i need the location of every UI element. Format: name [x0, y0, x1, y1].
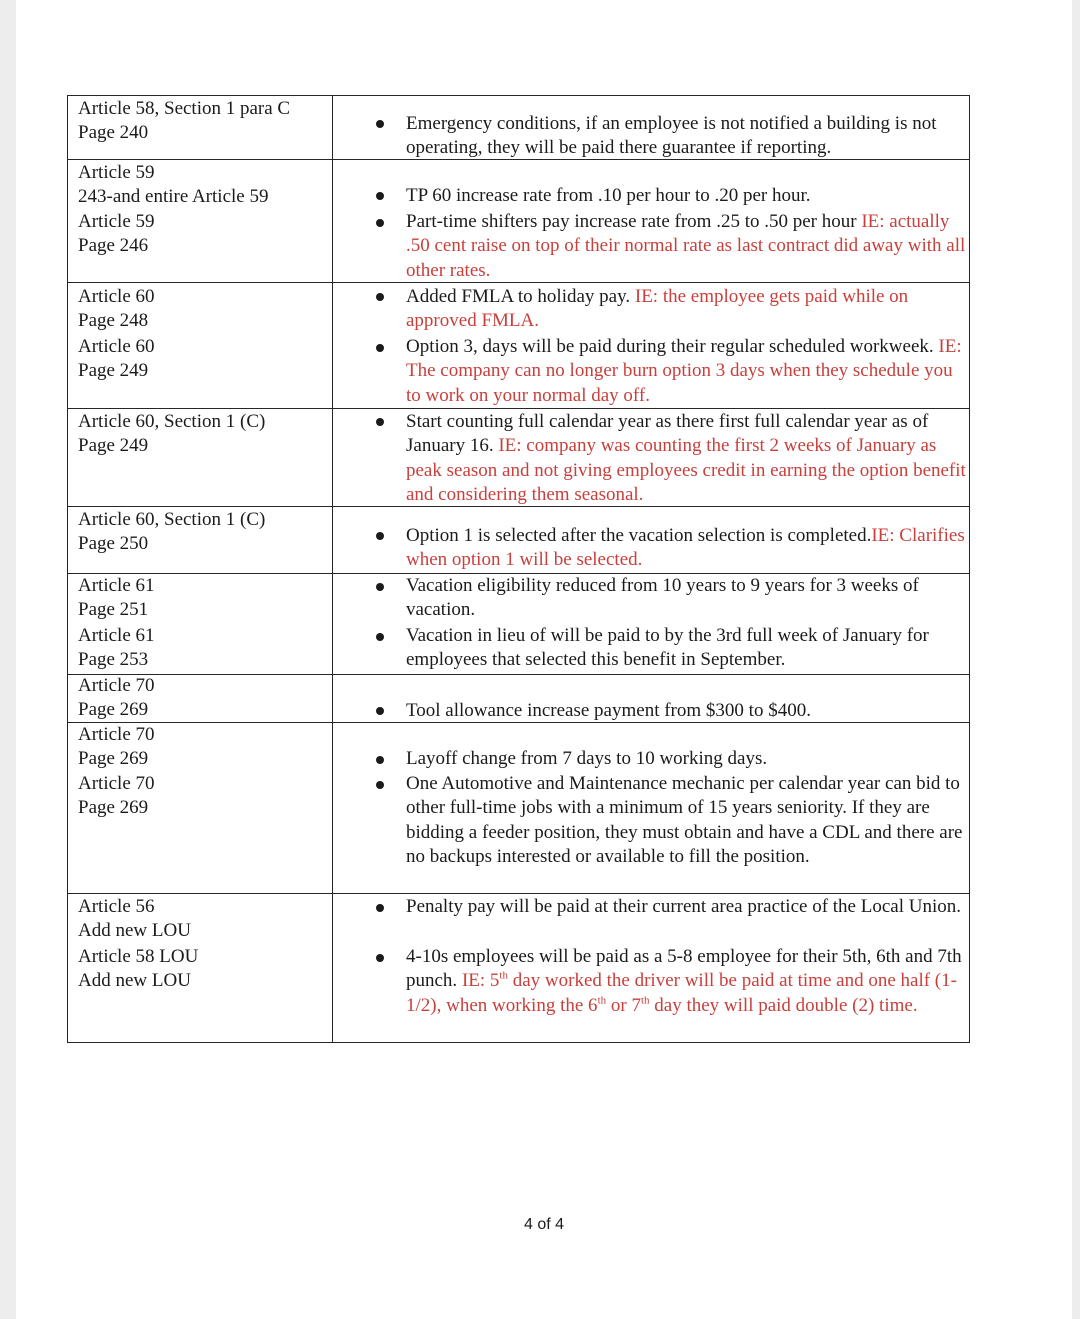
document-page	[16, 0, 1072, 1319]
article-reference: Article 59 Page 246	[78, 211, 155, 257]
change-description: TP 60 increase rate from .10 per hour to .20 per hour.	[406, 185, 811, 206]
bullet-icon	[376, 293, 384, 301]
bullet-icon	[376, 904, 384, 912]
bullet-icon	[376, 583, 384, 591]
bullet-icon	[376, 707, 384, 715]
article-reference: Article 60, Section 1 (C) Page 249	[78, 411, 266, 457]
change-description: One Automotive and Maintenance mechanic per calendar year can bid to other full-time jobs with a minimum of 15 years seniority. If they are bidding a feeder position, they must obtain and have a CDL and there are no backups interested or available to fill the position.	[406, 773, 963, 868]
table-border-middle	[332, 95, 333, 1043]
bullet-icon	[376, 781, 384, 789]
row-divider	[67, 1042, 969, 1043]
change-description: Vacation eligibility reduced from 10 years to 9 years for 3 weeks of vacation.	[406, 575, 919, 621]
article-reference: Article 56 Add new LOU	[78, 896, 191, 942]
row-divider	[67, 893, 969, 894]
change-description: Start counting full calendar year as there first full calendar year as of January 16. IE: company was counting the first 2 weeks of January as peak season and not giving employees credit in earning the option benefit and considering them seasonal.	[406, 411, 966, 506]
change-description: Penalty pay will be paid at their current area practice of the Local Union.	[406, 896, 961, 917]
bullet-icon	[376, 344, 384, 352]
row-divider	[67, 674, 969, 675]
bullet-icon	[376, 756, 384, 764]
article-reference: Article 70 Page 269	[78, 773, 155, 819]
article-reference: Article 60, Section 1 (C) Page 250	[78, 509, 266, 555]
article-reference: Article 61 Page 251	[78, 575, 155, 621]
bullet-icon	[376, 219, 384, 227]
bullet-icon	[376, 532, 384, 540]
table-border-left	[67, 95, 68, 1043]
article-reference: Article 70 Page 269	[78, 724, 155, 770]
change-description: Option 1 is selected after the vacation selection is completed.IE: Clarifies when option 1 will be selected.	[406, 525, 965, 571]
page-number: 4 of 4	[523, 1216, 565, 1233]
row-divider	[67, 95, 969, 96]
article-reference: Article 60 Page 249	[78, 336, 155, 382]
change-table	[67, 95, 969, 1043]
bullet-icon	[376, 192, 384, 200]
change-description: Added FMLA to holiday pay. IE: the employee gets paid while on approved FMLA.	[406, 286, 909, 332]
bullet-icon	[376, 120, 384, 128]
bullet-icon	[376, 954, 384, 962]
bullet-icon	[376, 418, 384, 426]
change-description: Layoff change from 7 days to 10 working days.	[406, 748, 768, 769]
change-description: 4-10s employees will be paid as a 5-8 employee for their 5th, 6th and 7th punch. IE: 5th day worked the driver will be paid at time and one half (1-1/2), when working the 6th or 7th day they will paid double (2) time.	[406, 946, 962, 1016]
change-description: Option 3, days will be paid during their regular scheduled workweek. IE: The company can no longer burn option 3 days when they schedule you to work on your normal day off.	[406, 336, 962, 406]
change-description: Part-time shifters pay increase rate from .25 to .50 per hour IE: actually .50 cent raise on top of their normal rate as last contract did away with all other rates.	[406, 211, 966, 281]
article-reference: Article 70 Page 269	[78, 675, 155, 721]
article-reference: Article 58 LOU Add new LOU	[78, 946, 199, 992]
article-reference: Article 58, Section 1 para C Page 240	[78, 98, 291, 144]
change-description: Tool allowance increase payment from $300 to $400.	[406, 700, 811, 721]
bullet-icon	[376, 633, 384, 641]
change-description: Vacation in lieu of will be paid to by the 3rd full week of January for employees that selected this benefit in September.	[406, 625, 929, 671]
article-reference: Article 59 243-and entire Article 59	[78, 162, 269, 208]
article-reference: Article 61 Page 253	[78, 625, 155, 671]
change-description: Emergency conditions, if an employee is not notified a building is not operating, they will be paid there guarantee if reporting.	[406, 113, 937, 159]
article-reference: Article 60 Page 248	[78, 286, 155, 332]
